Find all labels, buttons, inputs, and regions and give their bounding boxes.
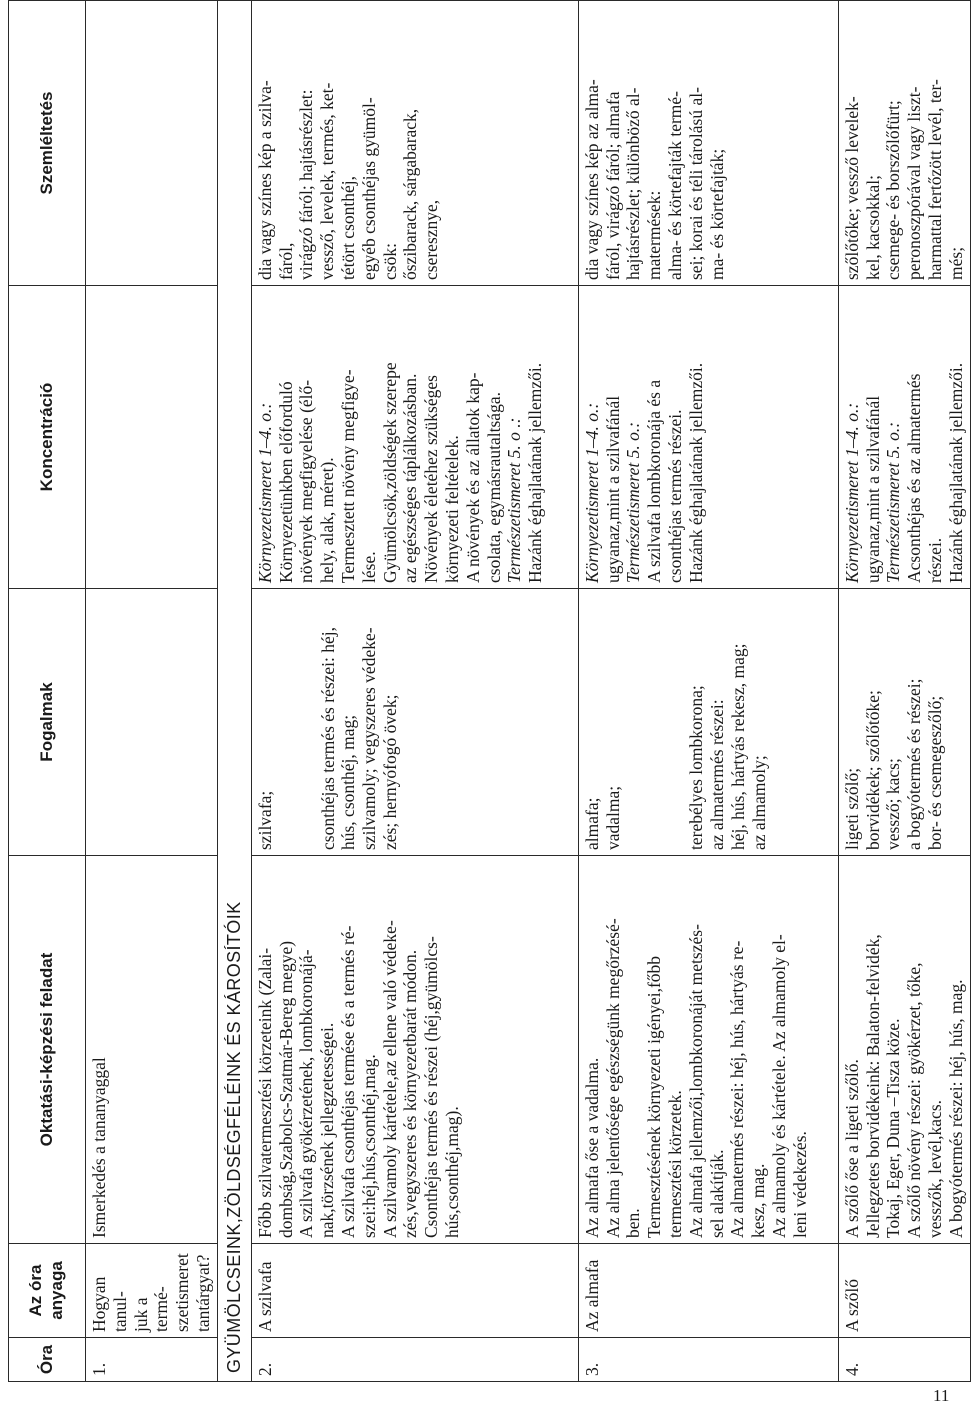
row3-ora: 3. xyxy=(578,1338,838,1382)
row2-szemleltetes xyxy=(251,1,578,286)
row4-koncentracio-line: Acsonthéjas és az almatermés xyxy=(904,373,925,583)
row1-anyag-line: Hogyan tanul- xyxy=(89,1276,130,1332)
row4-fogalmak-line: a bogyótermés és részei; xyxy=(904,678,925,850)
row4-feladat xyxy=(838,856,970,1244)
table-row xyxy=(838,1,970,1382)
row4-koncentracio-line: Hazánk éghajlatának jellemzői. xyxy=(945,362,966,583)
row1-ora: 1. xyxy=(86,1338,218,1382)
row4-szemleltetes xyxy=(838,1,970,286)
row1-anyag-line: juk a termé- xyxy=(130,1286,172,1332)
row2-szemleltetes-line: dia vagy színes kép a szilva- xyxy=(254,80,275,280)
blank-line xyxy=(665,594,686,850)
row3-feladat-line: Az almafa jellemzői,lombkoronáját metszés- xyxy=(685,924,706,1238)
row3-szemleltetes-line: hajtásrészlet; különböző al- xyxy=(623,87,644,280)
row3-feladat-line: leni védekezés. xyxy=(789,1131,810,1238)
row2-feladat-line: nak,törzsének jellegzetességei. xyxy=(317,1022,338,1238)
row3-feladat-line: Az almamoly és kártétele. Az almamoly el- xyxy=(768,934,789,1238)
row2-szemleltetes-line: csök: xyxy=(379,243,400,280)
table-row xyxy=(86,1,218,1382)
row4-fogalmak-line: borvidékek; szőlőtőke; xyxy=(862,690,883,850)
row2-koncentracio-line: Gyümölcsök,zöldségek szerepe xyxy=(379,362,400,583)
row1-fogalmak xyxy=(86,589,218,856)
row3-fogalmak xyxy=(578,589,838,856)
row4-feladat-line: vesszők, levél,kacs. xyxy=(924,1099,945,1238)
row3-fogalmak-line: héj, hús, hártyás rekesz, mag; xyxy=(727,643,748,850)
row2-koncentracio-line: csolata, egymásrautaltsága. xyxy=(483,392,504,583)
row2-szemleltetes-line: fáról, xyxy=(275,242,296,280)
row2-szemleltetes-line: virágzó fáról; hajtásrészlet: xyxy=(296,89,317,280)
row4-ora: 4. xyxy=(838,1338,970,1382)
section-title: GYÜMÖLCSEINK,ZÖLDSÉGFÉLÉINK ÉS KÁROSÍTÓIK xyxy=(217,1,251,1382)
row3-feladat-line: sel alakítják. xyxy=(706,1149,727,1238)
row2-feladat-line: szei:héj,hús,csonthéj,mag. xyxy=(358,1054,379,1238)
row4-szemleltetes-line: peronoszpórával vagy liszt- xyxy=(904,86,925,280)
row2-fogalmak-line: csonthéjas termés és részei: héj, xyxy=(317,626,338,850)
row2-koncentracio-line: Környezetismeret 1–4. o.: xyxy=(254,402,275,583)
row2-feladat-line: A szilvamoly kártétele,az ellene való védeke- xyxy=(379,920,400,1238)
row2-anyag: A szilvafa xyxy=(251,1244,578,1338)
row2-feladat-line: A szilvafa gyökérzetének, lombkoronájá- xyxy=(296,949,317,1238)
row2-fogalmak-line: zés; hernyófogó övek; xyxy=(379,694,400,850)
blank-line xyxy=(623,594,644,850)
row2-feladat-line: zés,vegyszeres és környezetbarát módon. xyxy=(400,949,421,1238)
row4-fogalmak-line: bor- és csemegeszőlő; xyxy=(924,695,945,850)
row3-feladat xyxy=(578,856,838,1244)
row3-anyag: Az almafa xyxy=(578,1244,838,1338)
row2-koncentracio-line: hely, alak, méret). xyxy=(317,457,338,583)
row4-szemleltetes-line: harmattal fertőzött levél, ter- xyxy=(924,79,945,280)
row4-szemleltetes-line: més; xyxy=(945,246,966,280)
row3-fogalmak-line: vadalma; xyxy=(602,785,623,850)
row2-koncentracio-line: Környezetünkben előforduló xyxy=(275,381,296,583)
row3-feladat-line: Az almafa őse a vadalma. xyxy=(581,1057,602,1238)
row3-koncentracio xyxy=(578,286,838,589)
header-ora: Óra xyxy=(9,1338,86,1382)
row4-feladat-line: A szőlő növény részei: gyökérzet, tőke, xyxy=(904,962,925,1238)
row2-feladat-line: hús,csonthéj,mag). xyxy=(441,1106,462,1238)
curriculum-table xyxy=(8,0,971,1382)
row2-koncentracio-line: A növények és az állatok kap- xyxy=(462,372,483,583)
row3-koncentracio-line: Hazánk éghajlatának jellemzői. xyxy=(685,362,706,583)
row3-koncentracio-line: Természetismeret 5. o.: xyxy=(623,421,644,583)
row2-szemleltetes-line: tétört csonthéj, xyxy=(337,175,358,280)
row4-szemleltetes-line: kel, kacsokkal; xyxy=(862,175,883,280)
row1-feladat: Ismerkedés a tananyaggal xyxy=(86,856,218,1244)
row3-szemleltetes-line: matermések: xyxy=(644,190,665,280)
row2-koncentracio-line: Növények életéhez szükséges xyxy=(421,375,442,583)
row1-anyag-line: szetismeret xyxy=(172,1253,193,1332)
header-feladat: Oktatási-képzési feladat xyxy=(9,856,86,1244)
row4-koncentracio-line: Környezetismeret 1–4. o.: xyxy=(841,402,862,583)
row3-szemleltetes-line: alma- és körtefajták termé- xyxy=(664,91,685,280)
blank-line xyxy=(297,594,318,850)
row3-koncentracio-line: A szilvafa lombkoronája és a xyxy=(644,379,665,583)
section-row xyxy=(217,1,251,1382)
row2-szemleltetes-line: egyéb csonthéjas gyümöl- xyxy=(358,97,379,280)
row2-koncentracio-line: Természetismeret 5. o .: xyxy=(504,417,525,583)
row1-szemleltetes xyxy=(86,1,218,286)
table-row xyxy=(578,1,838,1382)
row2-koncentracio-line: növények megfigyelése (élő- xyxy=(296,379,317,583)
row3-feladat-line: kesz, mag. xyxy=(748,1163,769,1238)
row2-koncentracio-line: Hazánk éghajlatának jellemzői. xyxy=(525,362,546,583)
row4-feladat-line: A szőlő őse a ligeti szőlő. xyxy=(841,1059,862,1238)
row2-koncentracio-line: lése. xyxy=(358,551,379,583)
row3-fogalmak-line: az almatermés részei: xyxy=(707,699,728,850)
row3-koncentracio-line: ugyanaz,mint a szilvafánál xyxy=(602,395,623,583)
row2-fogalmak-line: szilvamoly; vegyszeres védeke- xyxy=(359,627,380,850)
header-koncentracio: Koncentráció xyxy=(9,286,86,589)
row2-koncentracio-line: az egészséges táplálkozásban. xyxy=(400,373,421,583)
row3-koncentracio-line: Környezetismeret 1–4. o.: xyxy=(581,402,602,583)
row3-szemleltetes xyxy=(578,1,838,286)
row3-feladat-line: Az almatermés részei: héj, hús, hártyás re- xyxy=(727,940,748,1238)
row2-feladat-line: A szilvafa csonthéjas termése és a termés ré- xyxy=(337,925,358,1238)
blank-line xyxy=(276,594,297,850)
row4-fogalmak-line: vessző; kacs; xyxy=(883,758,904,850)
row4-koncentracio-line: Természetismeret 5. o.: xyxy=(883,421,904,583)
row2-feladat-line: Csonthéjas termés és részei (héj,gyümölcs- xyxy=(421,936,442,1238)
row3-szemleltetes-line: ma- és körtefajták; xyxy=(706,148,727,280)
row4-szemleltetes-line: szőlőtőke; vessző levelek- xyxy=(841,96,862,280)
row3-fogalmak-line: az almamoly; xyxy=(748,755,769,850)
row3-koncentracio-line: csonthéjas termés részei. xyxy=(664,409,685,583)
row4-szemleltetes-line: csemege- és borszőlőfürt; xyxy=(883,100,904,280)
row3-szemleltetes-line: dia vagy színes kép az alma- xyxy=(581,79,602,280)
row2-feladat-line: dombság,Szabolcs-Szatmár-Bereg megye) xyxy=(275,940,296,1238)
row2-fogalmak xyxy=(251,589,578,856)
row2-feladat xyxy=(251,856,578,1244)
row3-szemleltetes-line: fáról, virágzó fáról; almafa xyxy=(602,91,623,280)
row1-anyag xyxy=(86,1244,218,1338)
blank-line xyxy=(644,594,665,850)
row3-szemleltetes-line: sei; korai és téli tárolású al- xyxy=(685,87,706,280)
row3-feladat-line: ben. xyxy=(623,1208,644,1238)
row4-anyag: A szőlő xyxy=(838,1244,970,1338)
row2-szemleltetes-line: őszibarack, sárgabarack, xyxy=(400,108,421,280)
page-number: 11 xyxy=(933,1386,950,1405)
row2-feladat-line: Főbb szilvatermesztési körzeteink (Zalai- xyxy=(254,947,275,1238)
row4-koncentracio-line: részei. xyxy=(924,537,945,583)
row2-szemleltetes-line: cseresznye, xyxy=(421,199,442,280)
row2-koncentracio xyxy=(251,286,578,589)
row2-koncentracio-line: környezeti feltételek. xyxy=(441,435,462,583)
row4-koncentracio-line: ugyanaz,mint a szilvafánál xyxy=(862,395,883,583)
row2-fogalmak-line: szilvafa; xyxy=(254,790,275,850)
row2-szemleltetes-line: vessző, levelek, termés, ket- xyxy=(317,82,338,280)
row4-feladat-line: Tokaj, Eger, Duna –Tisza köze. xyxy=(883,1018,904,1238)
header-fogalmak: Fogalmak xyxy=(9,589,86,856)
row1-anyag-line: tantárgyat? xyxy=(192,1254,213,1332)
row4-koncentracio xyxy=(838,286,970,589)
row3-fogalmak-line: almafa; xyxy=(581,797,602,850)
row4-fogalmak xyxy=(838,589,970,856)
header-anyag: Az óra anyaga xyxy=(9,1244,86,1338)
row3-feladat-line: Termesztésének környezeti igényei,főbb xyxy=(644,955,665,1238)
row2-koncentracio-line: Termesztett növény megfigye- xyxy=(337,369,358,583)
row2-ora: 2. xyxy=(251,1338,578,1382)
row4-feladat-line: A bogyótermés részei: héj, hús, mag. xyxy=(945,979,966,1238)
table-row xyxy=(251,1,578,1382)
row3-fogalmak-line: terebélyes lombkorona; xyxy=(686,685,707,850)
table-header-row xyxy=(9,1,86,1382)
row3-feladat-line: termesztési körzetek. xyxy=(664,1090,685,1238)
row4-feladat-line: Jellegzetes borvidékeink: Balaton-felvidék, xyxy=(862,934,883,1238)
row3-feladat-line: Az alma jelentősége egészségünk megőrzésé- xyxy=(602,918,623,1238)
row4-fogalmak-line: ligeti szőlő; xyxy=(841,767,862,850)
row1-koncentracio xyxy=(86,286,218,589)
row2-fogalmak-line: hús, csonthéj, mag; xyxy=(338,714,359,850)
header-szemleltetes: Szemléltetés xyxy=(9,1,86,286)
